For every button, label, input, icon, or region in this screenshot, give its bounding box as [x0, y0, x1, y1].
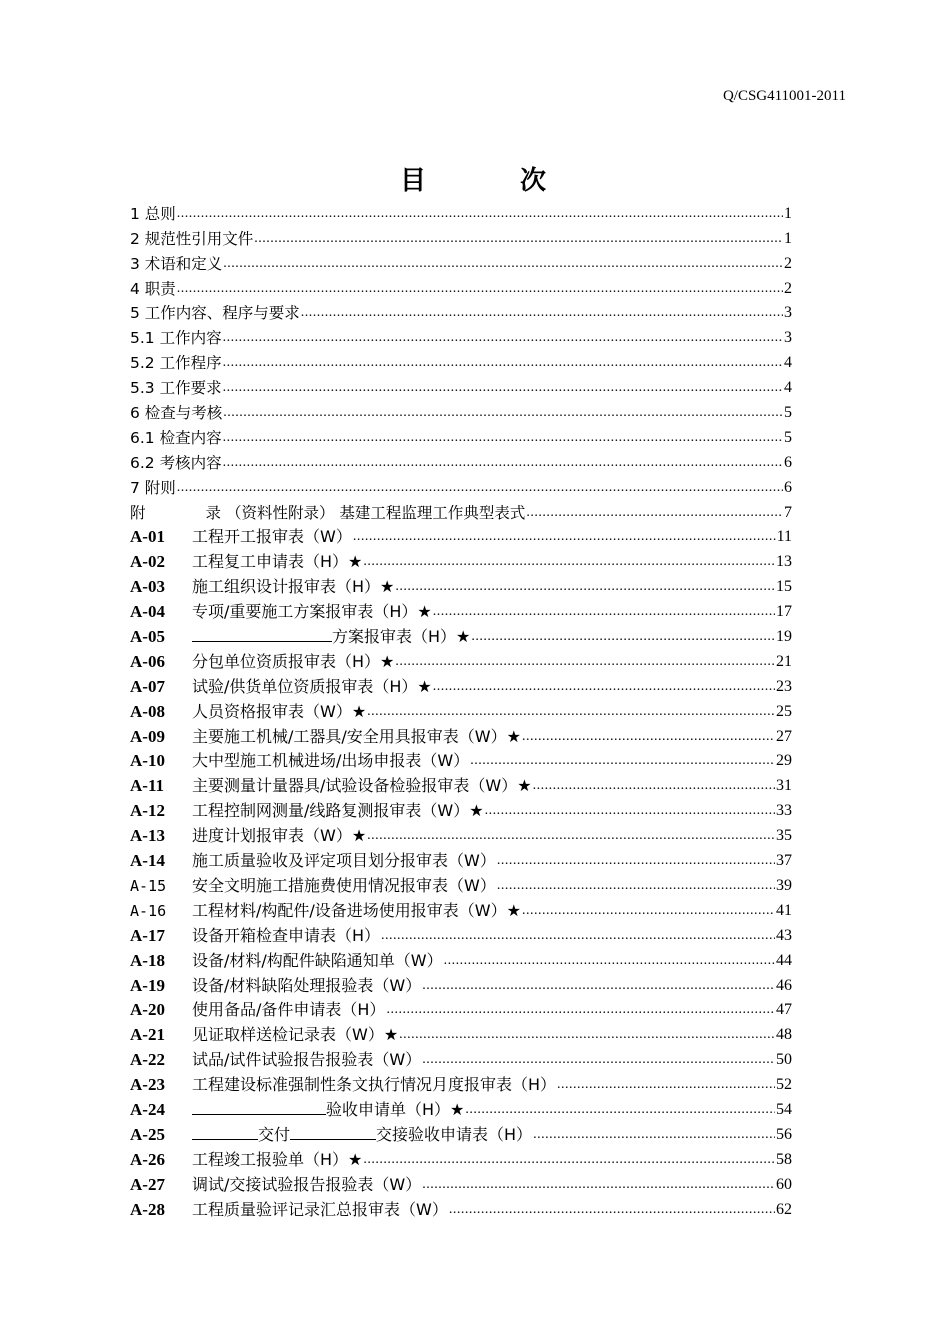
form-code: A-24	[130, 1099, 165, 1119]
fill-in-blank	[192, 1123, 258, 1140]
toc-entry[interactable]	[130, 200, 792, 225]
form-title	[192, 900, 521, 922]
form-title	[192, 775, 532, 797]
toc-entry-label: 5 工作内容、程序与要求	[130, 304, 300, 323]
form-page: 62	[776, 1200, 792, 1218]
dot-leader	[497, 875, 775, 897]
form-code: A-28	[130, 1199, 165, 1219]
toc-entry-appendix[interactable]	[130, 499, 792, 524]
appendix-page: 7	[784, 503, 792, 521]
form-page: 27	[776, 727, 792, 745]
form-title-text: 大中型施工机械进场/出场申报表（W）	[192, 751, 470, 771]
form-entry[interactable]	[130, 723, 792, 748]
form-entry[interactable]	[130, 548, 792, 573]
dot-leader	[444, 950, 775, 972]
toc-entry-label: 5.3 工作要求	[130, 379, 222, 398]
form-title-text: 进度计划报审表（W）★	[192, 826, 367, 846]
dot-leader	[433, 676, 775, 698]
toc-entry-label: 6 检查与考核	[130, 404, 223, 423]
form-title-text: 人员资格报审表（W）★	[192, 701, 367, 721]
form-title	[192, 676, 432, 698]
dot-leader	[449, 1199, 775, 1221]
dot-leader	[177, 477, 783, 499]
form-code: A-21	[130, 1025, 165, 1045]
form-page: 21	[776, 652, 792, 670]
form-code: A-14	[130, 851, 165, 871]
form-title-text: 方案报审表（H）★	[332, 627, 471, 647]
form-page: 35	[776, 827, 792, 845]
dot-leader	[422, 1174, 775, 1196]
form-code: A-15	[130, 876, 167, 895]
dot-leader	[433, 601, 775, 623]
dot-leader	[363, 551, 775, 573]
form-page: 54	[776, 1100, 792, 1118]
form-page: 11	[776, 528, 792, 546]
form-entry[interactable]	[130, 524, 792, 549]
form-entry[interactable]	[130, 623, 792, 648]
form-title	[192, 925, 380, 947]
form-entry[interactable]	[130, 997, 792, 1022]
form-code: A-17	[130, 925, 165, 945]
toc-entry[interactable]	[130, 449, 792, 474]
form-page: 23	[776, 677, 792, 695]
toc-entry-page: 4	[784, 354, 792, 372]
form-code: A-20	[130, 1000, 165, 1020]
toc-entry-page: 1	[784, 204, 792, 222]
form-title	[192, 750, 469, 772]
dot-leader	[497, 850, 775, 872]
appendix-label-title: 录 （资料性附录） 基建工程监理工作典型表式	[205, 503, 526, 522]
form-title-text: 设备/材料缺陷处理报验表（W）	[192, 975, 422, 995]
form-title-text: 工程控制网测量/线路复测报审表（W）★	[192, 801, 484, 821]
dot-leader	[363, 1149, 775, 1171]
form-page: 29	[776, 752, 792, 770]
form-title-text: 验收申请单（H）★	[326, 1099, 465, 1119]
dot-leader	[422, 1049, 775, 1071]
dot-leader	[526, 502, 783, 524]
form-title-text: 主要施工机械/工器具/安全用具报审表（W）★	[192, 726, 521, 746]
dot-leader	[471, 626, 775, 648]
form-code: A-13	[130, 826, 165, 846]
dot-leader	[386, 999, 775, 1021]
form-code: A-22	[130, 1050, 165, 1070]
form-entry[interactable]	[130, 648, 792, 673]
form-page: 47	[776, 1001, 792, 1019]
form-title	[192, 651, 394, 673]
form-title-text: 试品/试件试验报告报验表（W）	[192, 1050, 422, 1070]
form-title-text: 交接验收申请表（H）	[376, 1124, 533, 1144]
toc-entry-label: 5.2 工作程序	[130, 354, 222, 373]
form-code: A-06	[130, 651, 165, 671]
toc-entry-page: 2	[784, 254, 792, 272]
dot-leader	[223, 352, 783, 374]
form-page: 13	[776, 553, 792, 571]
dot-leader	[422, 975, 775, 997]
form-entry[interactable]	[130, 598, 792, 623]
toc-entry[interactable]	[130, 474, 792, 499]
form-title-text: 试验/供货单位资质报审表（H）★	[192, 676, 432, 696]
toc-entry-page: 6	[784, 478, 792, 496]
appendix-label-prefix: 附	[130, 503, 146, 522]
fill-in-blank	[290, 1123, 376, 1140]
form-page: 37	[776, 852, 792, 870]
toc-entry-label: 7 附则	[130, 478, 176, 497]
toc-entry[interactable]	[130, 275, 792, 300]
form-title	[192, 1074, 556, 1096]
form-page: 31	[776, 777, 792, 795]
form-entry[interactable]	[130, 1046, 792, 1071]
dot-leader	[223, 327, 783, 349]
form-code: A-08	[130, 701, 165, 721]
dot-leader	[381, 925, 775, 947]
form-entry[interactable]	[130, 748, 792, 773]
toc-entry-page: 4	[784, 379, 792, 397]
dot-leader	[223, 427, 783, 449]
dot-leader	[177, 278, 783, 300]
form-code: A-09	[130, 726, 165, 746]
form-entry[interactable]	[130, 897, 792, 922]
toc-entry-page: 1	[784, 229, 792, 247]
fill-in-blank	[192, 625, 332, 642]
form-entry[interactable]	[130, 698, 792, 723]
dot-leader	[223, 253, 783, 275]
form-title	[192, 950, 443, 972]
form-title-text: 专项/重要施工方案报审表（H）★	[192, 602, 432, 622]
form-page: 25	[776, 702, 792, 720]
dot-leader	[399, 1024, 775, 1046]
dot-leader	[254, 228, 783, 250]
form-page: 58	[776, 1150, 792, 1168]
form-title	[192, 1199, 448, 1221]
form-entry[interactable]	[130, 797, 792, 822]
form-title	[192, 825, 366, 847]
form-entry[interactable]	[130, 673, 792, 698]
form-code: A-26	[130, 1149, 165, 1169]
toc-entry-label: 5.1 工作内容	[130, 329, 222, 348]
form-entry[interactable]	[130, 922, 792, 947]
toc-entry[interactable]	[130, 324, 792, 349]
form-code: A-04	[130, 602, 165, 622]
dot-leader	[395, 651, 775, 673]
toc-entry[interactable]	[130, 250, 792, 275]
form-page: 19	[776, 628, 792, 646]
form-code: A-05	[130, 627, 165, 647]
form-code: A-27	[130, 1174, 165, 1194]
toc-entry-label: 6.2 考核内容	[130, 453, 222, 472]
form-page: 44	[776, 951, 792, 969]
fill-in-blank	[192, 1098, 326, 1115]
form-title-text: 施工组织设计报审表（H）★	[192, 577, 395, 597]
form-page: 33	[776, 802, 792, 820]
form-title	[192, 1174, 421, 1196]
toc-entry-page: 5	[784, 428, 792, 446]
form-title	[192, 875, 496, 897]
form-page: 46	[776, 976, 792, 994]
form-page: 17	[776, 603, 792, 621]
form-page: 60	[776, 1175, 792, 1193]
form-entry[interactable]	[130, 1096, 792, 1121]
form-title	[192, 601, 432, 623]
document-code: Q/CSG411001-2011	[722, 88, 846, 104]
form-page: 52	[776, 1076, 792, 1094]
toc-entry-page: 6	[784, 453, 792, 471]
form-code: A-02	[130, 552, 165, 572]
form-title	[192, 850, 496, 872]
toc-entry-label: 3 术语和定义	[130, 254, 223, 273]
form-entry[interactable]	[130, 772, 792, 797]
appendix-label	[130, 502, 525, 524]
form-title-text: 工程开工报审表（W）	[192, 527, 352, 547]
toc-entry[interactable]	[130, 399, 792, 424]
dot-leader	[395, 576, 775, 598]
toc-entry[interactable]	[130, 225, 792, 250]
form-title	[192, 526, 352, 548]
form-title	[192, 551, 362, 573]
form-title-text: 使用备品/备件申请表（H）	[192, 1000, 386, 1020]
form-title-text: 设备开箱检查申请表（H）	[192, 925, 381, 945]
dot-leader	[533, 1124, 775, 1146]
toc-entry[interactable]	[130, 374, 792, 399]
form-page: 56	[776, 1125, 792, 1143]
form-title-text: 设备/材料/构配件缺陷通知单（W）	[192, 950, 443, 970]
dot-leader	[223, 377, 783, 399]
form-code: A-12	[130, 801, 165, 821]
form-page: 41	[776, 901, 792, 919]
toc-entry[interactable]	[130, 349, 792, 374]
dot-leader	[533, 775, 775, 797]
form-code: A-11	[130, 776, 164, 796]
dot-leader	[367, 701, 775, 723]
form-code: A-07	[130, 676, 165, 696]
form-title-text: 主要测量计量器具/试验设备检验报审表（W）★	[192, 776, 532, 796]
form-entry[interactable]	[130, 972, 792, 997]
table-of-contents	[130, 200, 792, 1221]
dot-leader	[367, 825, 775, 847]
form-title	[192, 625, 470, 648]
dot-leader	[177, 203, 783, 225]
dot-leader	[522, 726, 775, 748]
dot-leader	[223, 402, 783, 424]
form-title	[192, 701, 366, 723]
form-entry[interactable]	[130, 947, 792, 972]
form-page: 43	[776, 926, 792, 944]
toc-entry[interactable]	[130, 424, 792, 449]
form-entry[interactable]	[130, 1021, 792, 1046]
form-title-text: 安全文明施工措施费使用情况报审表（W）	[192, 875, 496, 895]
dot-leader	[557, 1074, 775, 1096]
form-page: 39	[776, 876, 792, 894]
form-title-text: 工程建设标准强制性条文执行情况月度报审表（H）	[192, 1075, 557, 1095]
form-title	[192, 999, 385, 1021]
toc-entry-label: 6.1 检查内容	[130, 428, 222, 447]
form-title	[192, 1149, 362, 1171]
form-page: 15	[776, 578, 792, 596]
form-title-text: 工程材料/构配件/设备进场使用报审表（W）★	[192, 900, 521, 920]
dot-leader	[470, 750, 775, 772]
toc-entry-label: 4 职责	[130, 279, 176, 298]
form-code: A-16	[130, 901, 167, 920]
form-title-text: 工程复工申请表（H）★	[192, 552, 363, 572]
form-title-text: 施工质量验收及评定项目划分报审表（W）	[192, 851, 496, 871]
form-title	[192, 726, 521, 748]
form-entry[interactable]	[130, 1146, 792, 1171]
form-title-text: 分包单位资质报审表（H）★	[192, 651, 395, 671]
form-entry[interactable]	[130, 847, 792, 872]
form-title-text: 调试/交接试验报告报验表（W）	[192, 1174, 422, 1194]
form-code: A-01	[130, 527, 165, 547]
form-entry[interactable]	[130, 872, 792, 897]
toc-entry[interactable]	[130, 300, 792, 325]
page-title: 目 次	[399, 166, 580, 196]
form-entry[interactable]	[130, 822, 792, 847]
form-title	[192, 1098, 464, 1121]
form-code: A-23	[130, 1075, 165, 1095]
toc-entry-page: 5	[784, 404, 792, 422]
form-entry[interactable]	[130, 1071, 792, 1096]
toc-entry-label: 1 总则	[130, 204, 176, 223]
form-code: A-03	[130, 577, 165, 597]
form-entry[interactable]	[130, 573, 792, 598]
form-title	[192, 800, 484, 822]
dot-leader	[301, 302, 783, 324]
form-title	[192, 1123, 532, 1146]
form-title	[192, 576, 394, 598]
form-code: A-10	[130, 751, 165, 771]
toc-entry-page: 2	[784, 279, 792, 297]
form-title-text: 见证取样送检记录表（W）★	[192, 1025, 399, 1045]
form-title-text: 工程质量验评记录汇总报审表（W）	[192, 1199, 448, 1219]
form-title	[192, 975, 421, 997]
form-entry[interactable]	[130, 1121, 792, 1146]
form-code: A-18	[130, 950, 165, 970]
form-entry[interactable]	[130, 1171, 792, 1196]
dot-leader	[522, 900, 775, 922]
form-page: 48	[776, 1026, 792, 1044]
toc-entry-page: 3	[784, 304, 792, 322]
form-code: A-25	[130, 1124, 165, 1144]
form-code: A-19	[130, 975, 165, 995]
dot-leader	[353, 526, 776, 548]
form-title-prefix: 交付	[258, 1124, 291, 1144]
form-title	[192, 1049, 421, 1071]
form-title	[192, 1024, 398, 1046]
form-page: 50	[776, 1051, 792, 1069]
form-entry[interactable]	[130, 1196, 792, 1221]
dot-leader	[223, 452, 783, 474]
toc-entry-label: 2 规范性引用文件	[130, 229, 254, 248]
dot-leader	[485, 800, 775, 822]
toc-entry-page: 3	[784, 329, 792, 347]
form-title-text: 工程竣工报验单（H）★	[192, 1149, 363, 1169]
dot-leader	[465, 1099, 775, 1121]
